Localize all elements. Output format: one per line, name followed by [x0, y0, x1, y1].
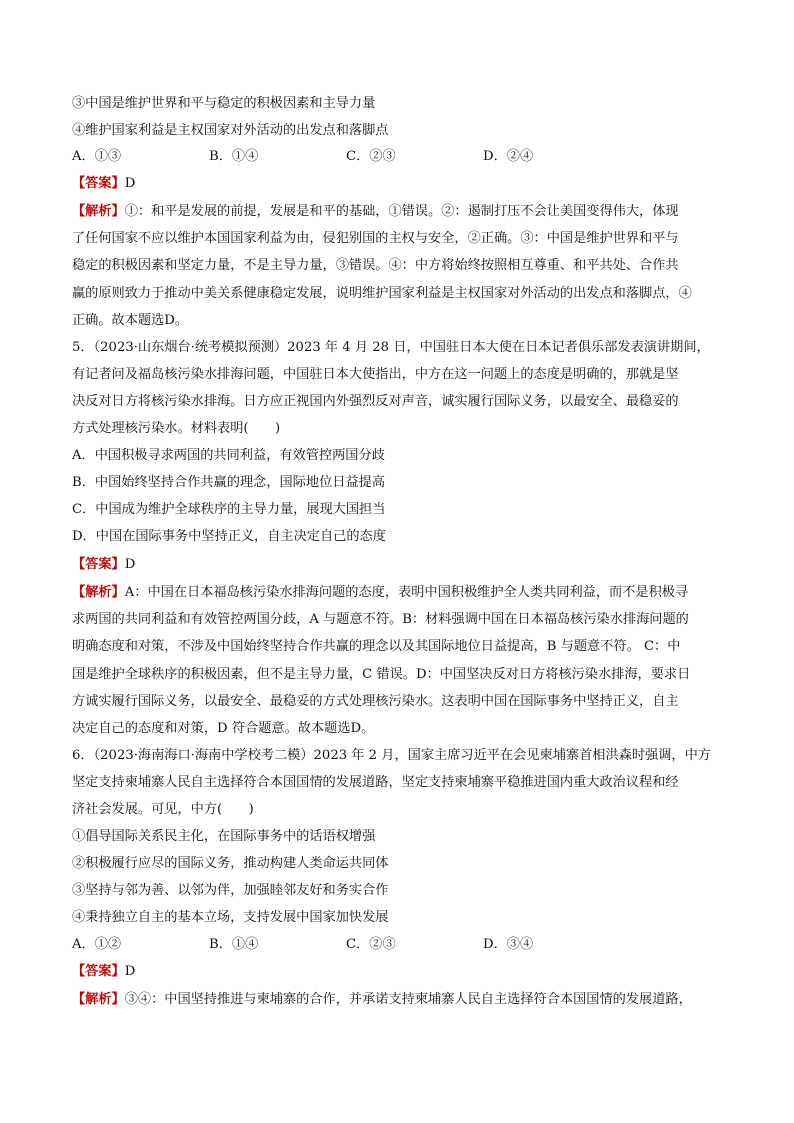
q5-answer-label: 【答案】	[72, 557, 125, 572]
q5-analysis-label: 【解析】	[72, 585, 125, 600]
q5-option-a: A．中国积极寻求两国的共同利益，有效管控两国分歧	[72, 448, 385, 463]
q5-stem-line-3: 决反对日方将核污染水排海。日方应正视国内外强烈反对声音，诚实履行国际义务，以最安全、最稳妥的	[72, 394, 679, 409]
q4-answer	[72, 174, 726, 194]
q5-stem-line-2: 有记者问及福岛核污染水排海问题，中国驻日本大使指出，中方在这一问题上的态度是明确的，那就是坚	[72, 367, 679, 382]
q6-item-4: ④秉持独立自主的基本立场，支持发展中国家加快发展	[72, 910, 389, 925]
q6-option-b: B．①④	[209, 937, 259, 952]
q4-analysis-line-2: 了任何国家不应以维护本国国家利益为由，侵犯别国的主权与安全，②正确。③：中国是维护世界和平与	[72, 231, 679, 246]
q5-option-d: D．中国在国际事务中坚持正义，自主决定自己的态度	[72, 529, 386, 544]
q5-option-b: B．中国始终坚持合作共赢的理念，国际地位日益提高	[72, 475, 386, 490]
q6-answer	[72, 962, 726, 982]
q4-analysis-line-3: 稳定的积极因素和坚定力量，不是主导力量，③错误。④：中方将始终按照相互尊重、和平共处、合作共	[72, 258, 679, 273]
q4-option-d: D．②④	[483, 149, 534, 164]
q6-analysis-label: 【解析】	[72, 992, 125, 1007]
q5-stem-line-4: 方式处理核污染水。材料表明( )	[72, 421, 281, 436]
q4-answer-value: D	[124, 176, 136, 191]
q6-option-c: C．②③	[346, 937, 396, 952]
q6-analysis-line-1: 【解析】③④：中国坚持推进与柬埔寨的合作，并承诺支持柬埔寨人民自主选择符合本国国情的发展道路，	[72, 992, 692, 1007]
q6-item-2: ②积极履行应尽的国际义务，推动构建人类命运共同体	[72, 856, 389, 871]
q4-analysis-line-5: 正确。故本题选D。	[72, 313, 189, 328]
q6-stem-line-3: 济社会发展。可见，中方( )	[72, 802, 254, 817]
q5-answer-value: D	[124, 557, 136, 572]
q4-item-3: ③中国是维护世界和平与稳定的积极因素和主导力量	[72, 96, 376, 111]
q4-analysis-line-1: 【解析】①：和平是发展的前提，发展是和平的基础，①错误。②：遏制打压不会让美国变得伟大，体现	[72, 204, 679, 219]
q5-analysis-line-5: 方诚实履行国际义务，以最安全、最稳妥的方式处理核污染水。这表明中国在国际事务中坚持正义，自主	[72, 694, 679, 709]
q5-answer	[72, 555, 726, 575]
q6-answer-label: 【答案】	[72, 964, 125, 979]
q6-options	[72, 935, 726, 955]
q4-option-a: A．①③	[72, 149, 122, 164]
q6-stem-line-1: 6．（2023·海南海口·海南中学校考二模）2023 年 2 月，国家主席习近平在会见柬埔寨首相洪森时强调，中方	[72, 748, 711, 763]
q5-analysis-line-3: 明确态度和对策，不涉及中国始终坚持合作共赢的理念以及其国际地位日益提高，B 与题意不符。 C：中	[72, 639, 681, 654]
q5-stem-line-1: 5．（2023·山东烟台·统考模拟预测）2023 年 4 月 28 日，中国驻日本大使在日本记者俱乐部发表演讲期间，	[72, 340, 710, 355]
q6-option-d: D．③④	[483, 937, 534, 952]
q5-option-c: C．中国成为维护全球秩序的主导力量，展现大国担当	[72, 502, 386, 517]
q5-analysis-line-1: 【解析】A：中国在日本福岛核污染水排海问题的态度，表明中国积极维护全人类共同利益，而不是积极寻	[72, 585, 689, 600]
q5-analysis-line-4: 国是维护全球秩序的积极因素，但不是主导力量，C 错误。D：中国坚决反对日方将核污染水排海，要求日	[72, 667, 691, 682]
q4-option-c: C．②③	[346, 149, 396, 164]
q4-analysis-label: 【解析】	[72, 204, 125, 219]
q6-item-1: ①倡导国际关系民主化，在国际事务中的话语权增强	[72, 829, 376, 844]
q5-analysis-line-6: 决定自己的态度和对策，D 符合题意。故本题选D。	[72, 721, 375, 736]
q4-answer-label: 【答案】	[72, 176, 125, 191]
q6-option-a: A．①②	[72, 937, 122, 952]
q6-stem-line-2: 坚定支持柬埔寨人民自主选择符合本国国情的发展道路，坚定支持柬埔寨平稳推进国内重大政治议程和经	[72, 775, 679, 790]
q5-analysis-line-2: 求两国的共同利益和有效管控两国分歧，A 与题意不符。B：材料强调中国在日本福岛核污染水排海问题的	[72, 612, 689, 627]
q4-option-b: B．①④	[209, 149, 259, 164]
q4-item-4: ④维护国家利益是主权国家对外活动的出发点和落脚点	[72, 123, 389, 138]
q6-item-3: ③坚持与邻为善、以邻为伴，加强睦邻友好和务实合作	[72, 883, 389, 898]
q4-options	[72, 147, 726, 167]
q6-answer-value: D	[124, 964, 136, 979]
q4-analysis-line-4: 赢的原则致力于推动中美关系健康稳定发展，说明维护国家利益是主权国家对外活动的出发点和落脚点，④	[72, 286, 692, 301]
